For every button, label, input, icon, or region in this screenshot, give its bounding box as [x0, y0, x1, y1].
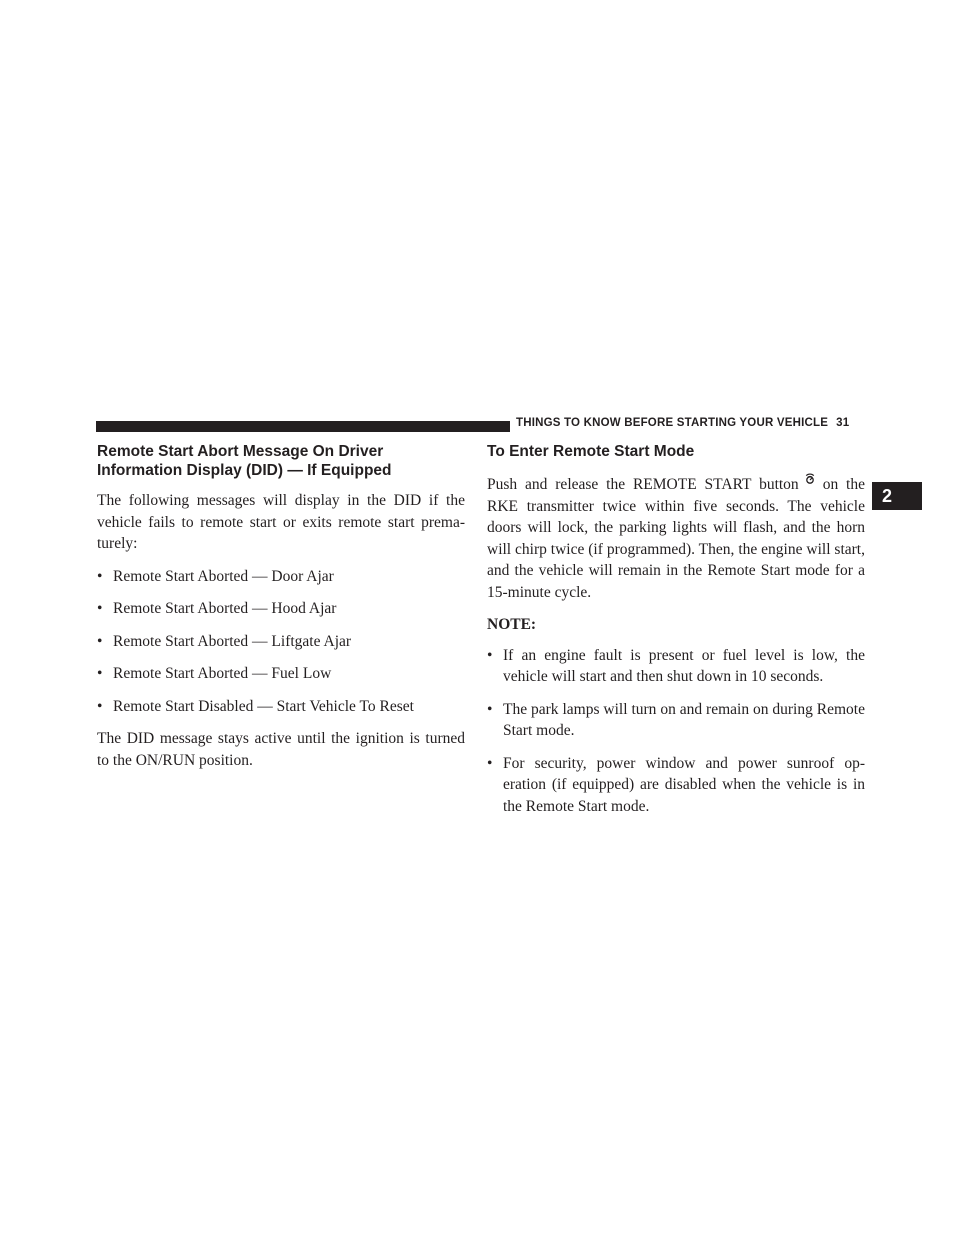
note-list [487, 645, 865, 818]
section-heading-abort-message [97, 442, 465, 480]
heading-line-2: Information Display (DID) — If Equipped [97, 462, 392, 479]
abort-message-list [97, 566, 465, 718]
section-heading-enter-remote-start: To Enter Remote Start Mode [487, 443, 695, 460]
list-item: • If an engine fault is present or fuel level is low, the vehicle will start and then shut down in 10 seconds. [487, 646, 865, 685]
closing-paragraph: The DID message stays active until the ignition is turned to the ON/RUN position. [97, 730, 465, 769]
list-item: • Remote Start Aborted — Hood Ajar [97, 598, 465, 620]
right-column [487, 442, 865, 828]
bullet-icon: • [487, 646, 493, 664]
bullet-icon: • [97, 600, 103, 617]
list-item: • Remote Start Aborted — Fuel Low [97, 663, 465, 685]
remote-start-icon [803, 471, 817, 485]
chapter-tab: 2 [872, 482, 922, 510]
note-label: NOTE: [487, 616, 537, 633]
left-column [97, 442, 465, 782]
list-item: • For security, power window and power sunroof op- eration (if equipped) are disabled when the vehicle is in the Remote Start mode. [487, 754, 865, 815]
page-number: 31 [836, 417, 850, 429]
bullet-icon: • [97, 632, 103, 650]
bullet-icon: • [487, 700, 493, 718]
list-item: • Remote Start Aborted — Liftgate Ajar [97, 631, 465, 653]
bullet-icon: • [487, 754, 493, 772]
remote-start-paragraph: Push and release the REMOTE START button on the RKE transmitter twice within five seconds. The vehicle doors will lock, the parking lights will flash, and the horn will chirp twice (if programmed). Then, the engine will start, and the vehicle will remain in the Remote Start mode for a 15-minute cycle. [487, 471, 865, 603]
intro-paragraph: The following messages will display in the DID if the vehicle fails to remote start or exits remote start prema- turely: [97, 492, 465, 552]
running-title: THINGS TO KNOW BEFORE STARTING YOUR VEHICLE [516, 417, 829, 429]
list-item: • The park lamps will turn on and remain on during Remote Start mode. [487, 700, 865, 739]
list-item: • Remote Start Disabled — Start Vehicle To Reset [97, 696, 465, 718]
header-rule [96, 421, 510, 432]
heading-line-1: Remote Start Abort Message On Driver [97, 443, 384, 460]
bullet-icon: • [97, 567, 103, 585]
list-item: • Remote Start Aborted — Door Ajar [97, 566, 465, 588]
bullet-icon: • [97, 665, 103, 682]
bullet-icon: • [97, 697, 103, 715]
running-header [516, 417, 868, 429]
